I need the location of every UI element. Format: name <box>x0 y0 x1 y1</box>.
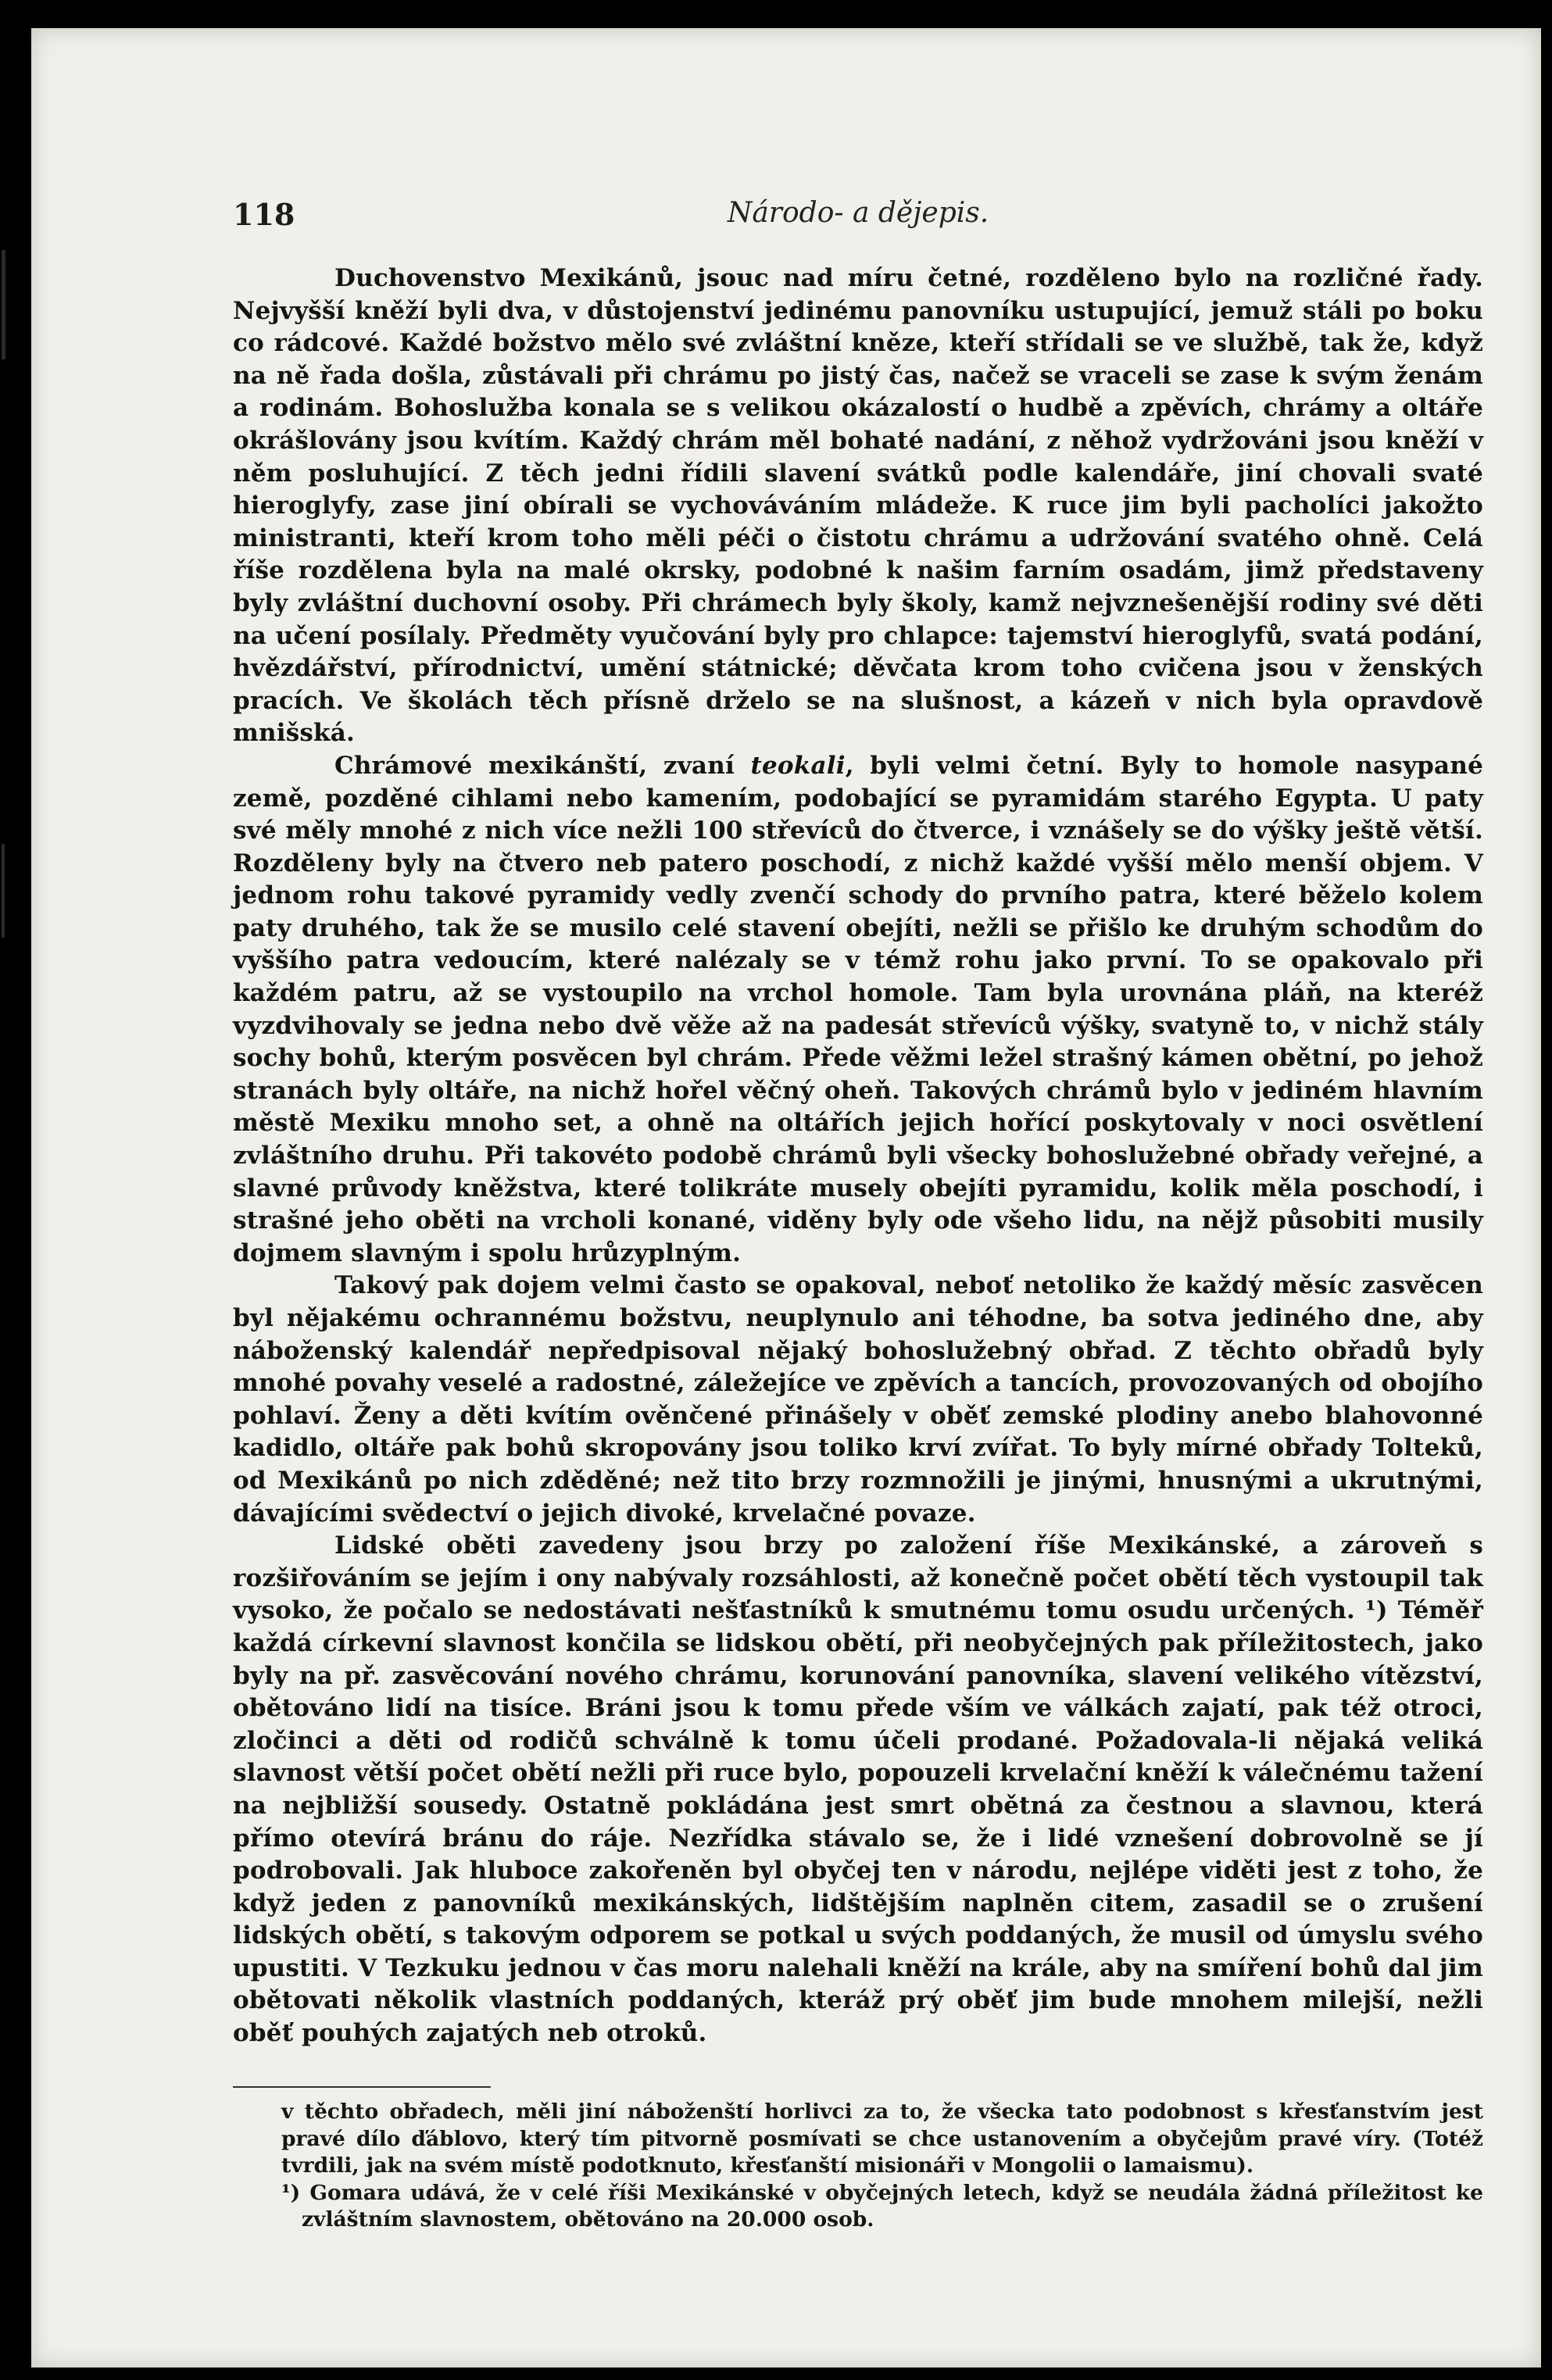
footnote-1-marker: ¹) <box>281 2180 301 2205</box>
footnote-1 <box>281 2180 1483 2234</box>
paragraph-2 <box>233 750 1483 1270</box>
paragraph-2-rest: , byli velmi četní. Byly to homole nasypané země, pozděné cihlami nebo kamením, podobající se pyramidám starého Egypta. U paty své měly mnohé z nich více nežli 100 střevíců do čtverce, i vznášely se do výšky ještě větší. Rozděleny byly na čtvero neb patero poschodí, z nichž každé vyšší mělo menší objem. V jednom rohu takové pyramidy vedly zvenčí schody do prvního patra, které běželo kolem paty druhého, tak že se musilo celé stavení obejíti, nežli se přišlo ke druhým schodům do vyššího patra vedoucím, které nalézaly se v témž rohu jako první. To se opakovalo při každém patru, až se vystoupilo na vrchol homole. Tam byla urovnána pláň, na kteréž vyzdvihovaly se jedna nebo dvě věže až na padesát střevíců výšky, svatyně to, v nichž stály sochy bohů, kterým posvěcen byl chrám. Přede věžmi ležel strašný kámen obětní, po jehož stranách byly oltáře, na nichž hořel věčný oheň. Takových chrámů bylo v jediném hlavním městě Mexiku mnoho set, a ohně na oltářích jejich hořící poskytovaly v noci osvětlení zvláštního druhu. Při takovéto podobě chrámů byli všecky bohoslužebné obřady veřejné, a slavné průvody kněžstva, které tolikráte musely obejíti pyramidu, kolik měla poschodí, i strašné jeho oběti na vrcholi konané, viděny byly ode všeho lidu, na nějž působiti musily dojmem slavným i spolu hrůzyplným. <box>233 751 1483 1267</box>
running-title: Národo- a dějepis. <box>727 197 989 229</box>
paragraph-1: Duchovenstvo Mexikánů, jsouc nad míru četné, rozděleno bylo na rozličné řady. Nejvyšší kněží byli dva, v důstojenství jedinému panovníku ustupující, jemuž stáli po boku co rádcové. Každé božstvo mělo své zvláštní kněze, kteří střídali se ve službě, tak že, když na ně řada došla, zůstávali při chrámu po jistý čas, načež se vraceli se zase k svým ženám a rodinám. Bohoslužba konala se s velikou okázalostí o hudbě a zpěvích, chrámy a oltáře okrášlovány jsou kvítím. Každý chrám měl bohaté nadání, z něhož vydržováni jsou kněží v něm posluhující. Z těch jedni řídili slavení svátků podle kalendáře, jiní chovali svaté hieroglyfy, zase jiní obírali se vychováváním mládeže. K ruce jim byli pacholíci jakožto ministranti, kteří krom toho měli péči o čistotu chrámu a udržování svatého ohně. Celá říše rozdělena byla na malé okrsky, podobné k našim farním osadám, jimž představeny byly zvláštní duchovní osoby. Při chrámech byly školy, kamž nejvznešenější rodiny své děti na učení posílaly. Předměty vyučování byly pro chlapce: tajemství hieroglyfů, svatá podání, hvězdářství, přírodnictví, umění státnické; děvčata krom toho cvičena jsou v ženských pracích. Ve školách těch přísně drželo se na slušnost, a kázeň v nich byla opravdově mnišská. <box>233 264 1483 748</box>
scan-edge-mark <box>2 844 5 938</box>
paragraph-4-rest: Téměř každá církevní slavnost končila se lidskou obětí, při neobyčejných pak příležitostech, jako byly na př. zasvěcování nového chrámu, korunování panovníka, slavení velikého vítězství, obětováno lidí na tisíce. Bráni jsou k tomu přede vším ve válkách zajatí, pak též otroci, zločinci a děti od rodičů schválně k tomu účeli prodané. Požadovala-li nějaká veliká slavnost větší počet obětí nežli při ruce bylo, popouzeli krvelační kněží k válečnému tažení na nejbližší sousedy. Ostatně pokládána jest smrt obětná za čestnou a slavnou, která přímo otevírá bránu do ráje. Nezřídka stávalo se, že i lidé vznešení dobrovolně se jí podrobovali. Jak hluboce zakořeněn byl obyčej ten v národu, nejlépe viděti jest z toho, že když jeden z panovníků mexikánských, lidštějším naplněn citem, zasadil se o zrušení lidských obětí, s takovým odporem se potkal u svých poddaných, že musil od úmyslu svého upustiti. V Tezkuku jednou v čas moru nalehali kněží na krále, aby na smíření bohů dal jim obětovati několik vlastních poddaných, kteráž prý oběť jim bude mnohem milejší, nežli oběť pouhých zajatých neb otroků. <box>233 1596 1483 2048</box>
paragraph-4 <box>233 1530 1483 2050</box>
footnote-divider <box>233 2086 491 2088</box>
paragraph-4-start: Lidské oběti zavedeny jsou brzy po založení říše Mexikánské, a zároveň s rozšiřováním se jejím i ony nabývaly rozsáhlosti, až konečně počet obětí těch vystoupil tak vysoko, že počalo se nedostávati nešťastníků k smutnému tomu osudu určených. <box>233 1531 1483 1625</box>
footnote-reference: ¹) <box>1365 1596 1388 1625</box>
term-teokali: teokali <box>750 751 846 780</box>
paragraph-2-start: Chrámové mexikánští, zvaní <box>334 751 751 780</box>
page-number: 118 <box>233 197 295 232</box>
scan-edge-mark <box>2 250 5 359</box>
page-sheet <box>31 28 1541 2367</box>
paragraph-3: Takový pak dojem velmi často se opakoval, neboť netoliko že každý měsíc zasvěcen byl nějakému ochrannému božstvu, neuplynulo ani téhodne, ba sotva jediného dne, aby náboženský kalendář nepředpisoval nějaký bohoslužebný obřad. Z těchto obřadů byly mnohé povahy veselé a radostné, záležejíce ve zpěvích a tancích, provozovaných od obojího pohlaví. Ženy a děti kvítím ověnčené přinášely v oběť zemské plodiny anebo blahovonné kadidlo, oltáře pak bohů skropovány jsou toliko krví zvířat. To byly mírné obřady Tolteků, od Mexikánů po nich zděděné; než tito brzy rozmnožili je jinými, hnusnými a ukrutnými, dávajícími svědectví o jejich divoké, krvelačné povaze. <box>233 1271 1483 1528</box>
footnotes <box>281 2099 1483 2234</box>
body-text <box>233 263 1483 2050</box>
footnote-continued: v těchto obřadech, měli jiní náboženští horlivci za to, že všecka tato podobnost s křesťanstvím jest pravé dílo ďáblovo, který tím pitvorně posmívati se chce ustanovením a obyčejům pravé víry. (Totéž tvrdili, jak na svém místě podotknuto, křesťanští misionáři v Mongolii o lamaismu). <box>281 2099 1483 2178</box>
page-header <box>233 197 1483 244</box>
footnote-1-text: Gomara udává, že v celé říši Mexikánské v obyčejných letech, když se neudála žádná příležitost ke zvláštním slavnostem, obětováno na 20.000 osob. <box>300 2180 1483 2232</box>
